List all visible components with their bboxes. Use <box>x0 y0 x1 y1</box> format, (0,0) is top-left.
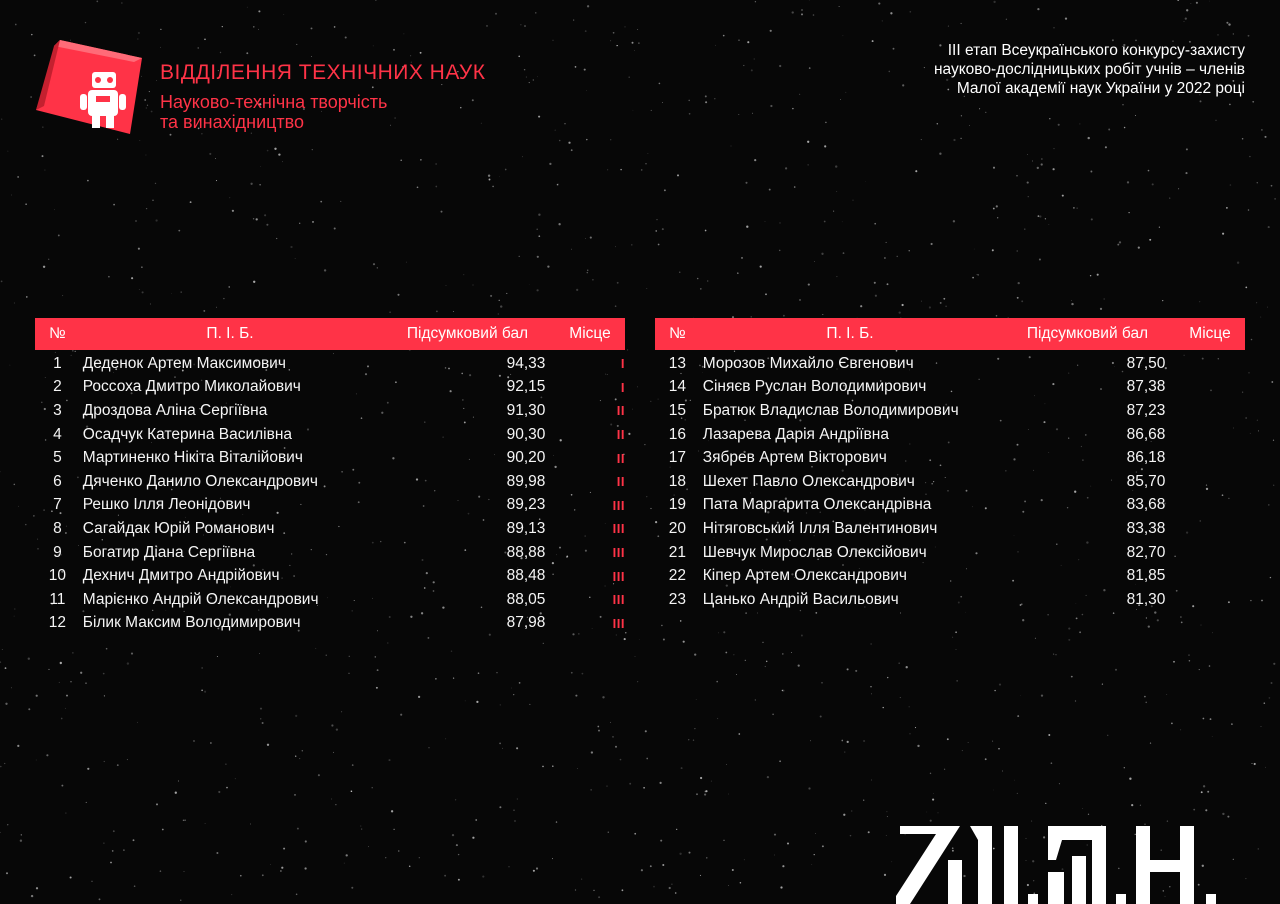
row-num: 8 <box>53 519 62 537</box>
row-num: 2 <box>53 378 62 396</box>
row-place: II <box>616 474 625 490</box>
row-name: Мартиненко Нікіта Віталійович <box>82 449 303 467</box>
row-score: 81,30 <box>1126 590 1166 608</box>
row-name: Лазарева Дарія Андріївна <box>702 425 889 443</box>
table-row <box>655 399 1245 423</box>
row-num: 5 <box>53 449 62 467</box>
row-num: 3 <box>53 401 62 419</box>
row-score: 83,68 <box>1126 496 1166 514</box>
row-name: Кіпер Артем Олександрович <box>702 567 907 585</box>
table-row <box>35 423 625 447</box>
table-row <box>35 352 625 376</box>
row-score: 90,20 <box>506 449 546 467</box>
row-num: 19 <box>668 496 686 514</box>
table-row <box>35 517 625 541</box>
row-num: 6 <box>53 472 62 490</box>
row-score: 89,98 <box>506 472 546 490</box>
row-score: 89,13 <box>506 519 546 537</box>
table-row <box>655 376 1245 400</box>
table-row <box>35 564 625 588</box>
header-place: Місце <box>569 325 611 342</box>
row-place: III <box>612 545 625 561</box>
header-num: № <box>49 325 66 342</box>
row-num: 11 <box>49 590 66 608</box>
row-name: Осадчук Катерина Василівна <box>82 425 293 443</box>
contest-line-3: Малої академії наук України у 2022 році <box>956 80 1245 97</box>
results-table-right <box>655 318 1245 612</box>
row-name: Пата Маргарита Олександрівна <box>702 496 932 514</box>
row-num: 14 <box>668 378 686 396</box>
row-name: Решко Ілля Леонідович <box>82 496 251 514</box>
robot-cube-icon <box>34 38 144 138</box>
section-subtitle <box>160 92 500 132</box>
table-row <box>35 494 625 518</box>
contest-title <box>825 41 1245 98</box>
row-score: 90,30 <box>506 425 546 443</box>
row-num: 1 <box>53 354 62 372</box>
row-num: 17 <box>668 449 686 467</box>
row-num: 22 <box>668 567 686 585</box>
table-row <box>35 541 625 565</box>
row-score: 88,05 <box>506 590 546 608</box>
row-num: 16 <box>668 425 686 443</box>
row-name: Деденок Артем Максимович <box>82 354 286 372</box>
table-row <box>35 470 625 494</box>
row-name: Дроздова Аліна Сергіївна <box>82 401 268 419</box>
row-name: Сагайдак Юрій Романович <box>82 519 275 537</box>
row-name: Богатир Діана Сергіївна <box>82 543 256 561</box>
row-name: Братюк Владислав Володимирович <box>702 401 959 419</box>
row-num: 12 <box>48 614 66 632</box>
row-name: Марієнко Андрій Олександрович <box>82 590 319 608</box>
row-num: 4 <box>53 425 62 443</box>
row-num: 13 <box>668 354 686 372</box>
table-row <box>655 352 1245 376</box>
table-row <box>35 588 625 612</box>
table-row <box>655 494 1245 518</box>
row-name: Россоха Дмитро Миколайович <box>82 378 301 396</box>
row-score: 87,98 <box>506 614 546 632</box>
row-score: 86,18 <box>1126 449 1166 467</box>
row-num: 9 <box>53 543 62 561</box>
row-score: 87,38 <box>1126 378 1166 396</box>
row-place: II <box>616 403 625 419</box>
table-header <box>35 318 625 350</box>
table-row <box>655 541 1245 565</box>
row-place: III <box>612 592 625 608</box>
table-body <box>35 350 625 635</box>
department-title: ВІДДІЛЕННЯ ТЕХНІЧНИХ НАУК <box>160 61 486 84</box>
row-score: 86,68 <box>1126 425 1166 443</box>
row-name: Цанько Андрій Васильович <box>702 590 899 608</box>
row-score: 89,23 <box>506 496 546 514</box>
row-score: 82,70 <box>1126 543 1166 561</box>
row-place: III <box>612 615 625 631</box>
table-row <box>655 423 1245 447</box>
table-header <box>655 318 1245 350</box>
row-num: 15 <box>668 401 686 419</box>
table-row <box>655 470 1245 494</box>
row-place: I <box>620 356 625 372</box>
row-score: 92,15 <box>506 378 546 396</box>
row-place: II <box>616 450 625 466</box>
row-name: Зябрев Артем Вікторович <box>702 449 887 467</box>
man-logo-icon <box>896 820 1280 904</box>
row-num: 10 <box>48 567 66 585</box>
row-name: Шехет Павло Олександрович <box>702 472 915 490</box>
table-row <box>35 446 625 470</box>
row-num: 23 <box>668 590 686 608</box>
row-name: Білик Максим Володимирович <box>82 614 301 632</box>
row-place: III <box>612 568 625 584</box>
row-name: Дехнич Дмитро Андрійович <box>82 567 280 585</box>
contest-line-1: ІІІ етап Всеукраїнського конкурсу-захисту <box>947 42 1245 59</box>
row-num: 21 <box>668 543 686 561</box>
row-score: 91,30 <box>506 401 546 419</box>
section-line-1: Науково-технічна творчість <box>160 92 388 112</box>
section-line-2: та винахідництво <box>160 112 305 132</box>
row-name: Дяченко Данило Олександрович <box>82 472 318 490</box>
row-score: 94,33 <box>506 354 546 372</box>
header-place: Місце <box>1189 325 1231 342</box>
row-name: Морозов Михайло Євгенович <box>702 354 914 372</box>
table-row <box>655 446 1245 470</box>
row-score: 88,48 <box>506 567 546 585</box>
row-place: I <box>620 379 625 395</box>
row-place: III <box>612 521 625 537</box>
row-name: Шевчук Мирослав Олексійович <box>702 543 927 561</box>
table-row <box>655 564 1245 588</box>
row-score: 81,85 <box>1126 567 1166 585</box>
row-score: 83,38 <box>1126 519 1166 537</box>
row-name: Сіняєв Руслан Володимирович <box>702 378 927 396</box>
table-row <box>655 517 1245 541</box>
row-name: Нітяговський Ілля Валентинович <box>702 519 938 537</box>
row-score: 85,70 <box>1126 472 1166 490</box>
contest-line-2: науково-дослідницьких робіт учнів – членів <box>933 61 1245 78</box>
header-score: Підсумковий бал <box>1026 325 1149 342</box>
row-num: 20 <box>668 519 686 537</box>
table-row <box>35 376 625 400</box>
row-place: III <box>612 497 625 513</box>
row-num: 7 <box>53 496 62 514</box>
row-score: 87,23 <box>1126 401 1166 419</box>
header-name: П. І. Б. <box>826 325 874 342</box>
header-name: П. І. Б. <box>206 325 254 342</box>
table-row <box>35 612 625 636</box>
table-row <box>35 399 625 423</box>
header-score: Підсумковий бал <box>406 325 529 342</box>
header-num: № <box>669 325 686 342</box>
results-table-left <box>35 318 625 635</box>
row-place: II <box>616 427 625 443</box>
row-num: 18 <box>668 472 686 490</box>
row-score: 88,88 <box>506 543 546 561</box>
table-row <box>655 588 1245 612</box>
row-score: 87,50 <box>1126 354 1166 372</box>
table-body <box>655 350 1245 612</box>
